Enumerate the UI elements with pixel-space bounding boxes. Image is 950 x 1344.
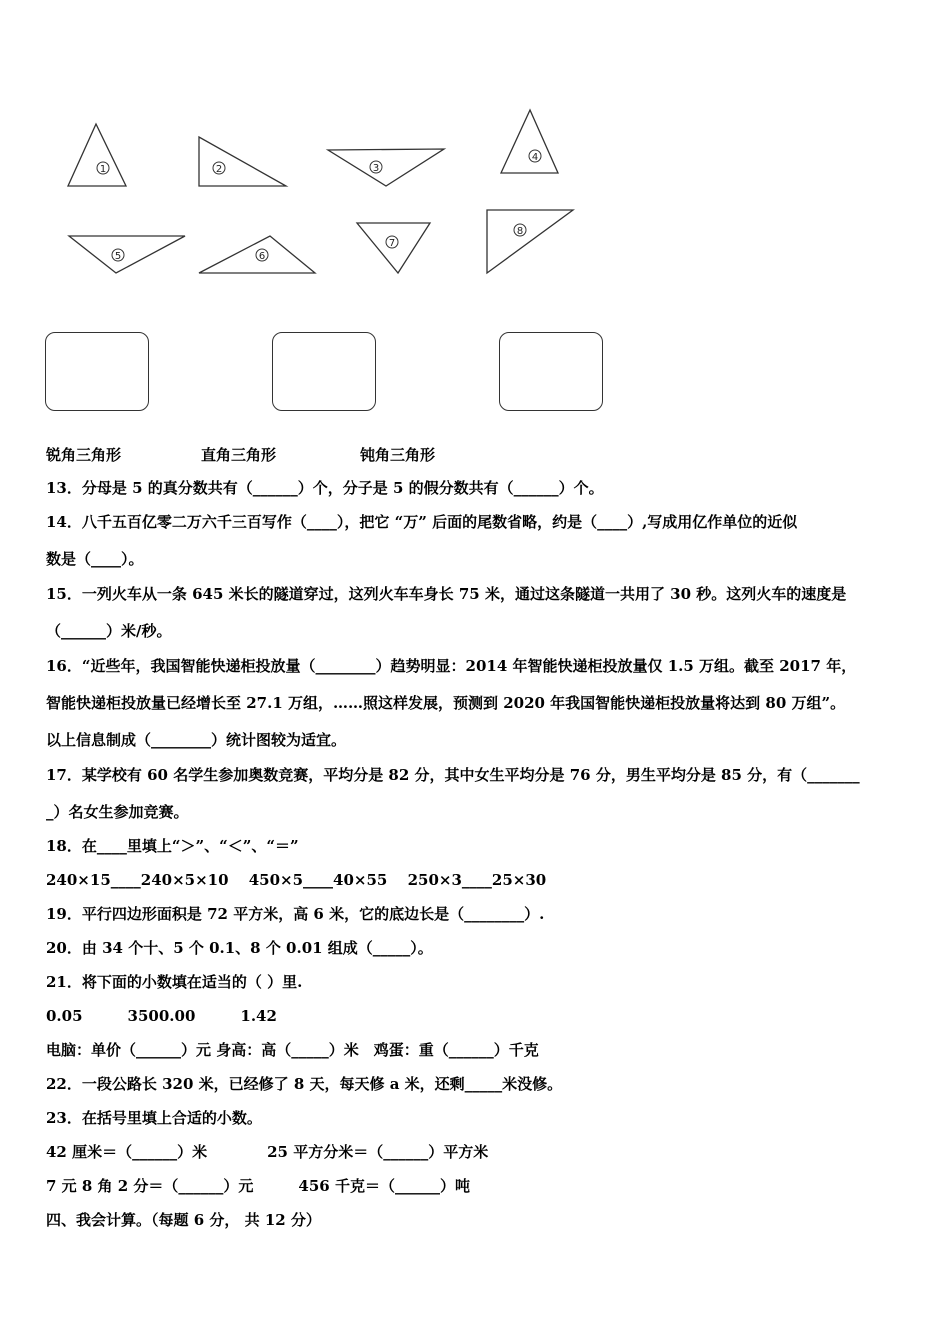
- question-18: 18．在____里填上“＞”、“＜”、“＝”: [46, 837, 299, 855]
- question-16-line-1: 16．“近些年，我国智能快递柜投放量（________）趋势明显：2014 年智能快递柜投放量仅 1.5 万组。截至 2017 年，: [46, 657, 857, 675]
- question-19: 19．平行四边形面积是 72 平方米，高 6 米，它的底边长是（________）.: [46, 905, 545, 923]
- triangles-figure: [0, 0, 950, 330]
- question-21-numbers: 0.05 3500.00 1.42: [46, 1007, 277, 1025]
- triangle-1: [68, 124, 126, 186]
- obtuse-answer-box[interactable]: [499, 332, 603, 411]
- question-17-line-2: _）名女生参加竞赛。: [46, 803, 189, 821]
- question-16-line-3: 以上信息制成（________）统计图较为适宜。: [46, 731, 347, 749]
- category-acute: 锐角三角形: [46, 446, 122, 464]
- question-16-line-2: 智能快递柜投放量已经增长至 27.1 万组，……照这样发展，预测到 2020 年我国智能快递柜投放量将达到 80 万组”。: [46, 694, 846, 712]
- question-20: 20．由 34 个十、5 个 0.1、8 个 0.01 组成（_____）。: [46, 939, 433, 957]
- triangle-8-label: 8: [516, 226, 524, 237]
- triangle-4-label: 4: [531, 152, 539, 163]
- triangle-3-label: 3: [372, 163, 380, 174]
- triangle-8: [487, 210, 573, 273]
- question-21: 21．将下面的小数填在适当的（ ）里.: [46, 973, 303, 991]
- triangle-2: [199, 137, 286, 186]
- acute-answer-box[interactable]: [45, 332, 149, 411]
- question-23-row-1: 42 厘米＝（______）米 25 平方分米＝（______）平方米: [46, 1143, 489, 1161]
- question-14-line-1: 14．八千五百亿零二万六千三百写作（____），把它 “万” 后面的尾数省略，约是（____）,写成用亿作单位的近似: [46, 513, 798, 531]
- question-17-line-1: 17．某学校有 60 名学生参加奥数竞赛，平均分是 82 分，其中女生平均分是 76 分，男生平均分是 85 分，有（_______: [46, 766, 860, 784]
- triangle-4: [501, 110, 558, 173]
- right-answer-box[interactable]: [272, 332, 376, 411]
- triangle-7-label: 7: [388, 238, 396, 249]
- section-4-heading: 四、我会计算。（每题 6 分， 共 12 分）: [46, 1211, 321, 1229]
- question-22: 22．一段公路长 320 米，已经修了 8 天，每天修 a 米，还剩_____米没修。: [46, 1075, 563, 1093]
- question-14-line-2: 数是（____）。: [46, 550, 144, 568]
- question-15-line-2: （______）米/秒。: [46, 622, 172, 640]
- triangle-5-label: 5: [114, 251, 122, 262]
- triangle-5: [69, 236, 185, 273]
- question-13: 13．分母是 5 的真分数共有（______）个，分子是 5 的假分数共有（______）个。: [46, 479, 604, 497]
- category-obtuse: 钝角三角形: [360, 446, 436, 464]
- triangle-6: [199, 236, 315, 273]
- question-21-blanks: 电脑：单价（______）元 身高：高（_____）米 鸡蛋：重（______）千克: [46, 1041, 539, 1059]
- question-23: 23．在括号里填上合适的小数。: [46, 1109, 262, 1127]
- question-18-comparisons: 240×15____240×5×10 450×5____40×55 250×3____25×30: [46, 871, 547, 889]
- triangle-1-label: 1: [99, 164, 107, 175]
- triangle-6-label: 6: [258, 251, 266, 262]
- triangle-3: [328, 149, 444, 186]
- category-right: 直角三角形: [201, 446, 277, 464]
- question-15-line-1: 15．一列火车从一条 645 米长的隧道穿过，这列火车车身长 75 米，通过这条隧道一共用了 30 秒。这列火车的速度是: [46, 585, 847, 603]
- question-23-row-2: 7 元 8 角 2 分＝（______）元 456 千克＝（______）吨: [46, 1177, 470, 1195]
- triangle-2-label: 2: [215, 164, 223, 175]
